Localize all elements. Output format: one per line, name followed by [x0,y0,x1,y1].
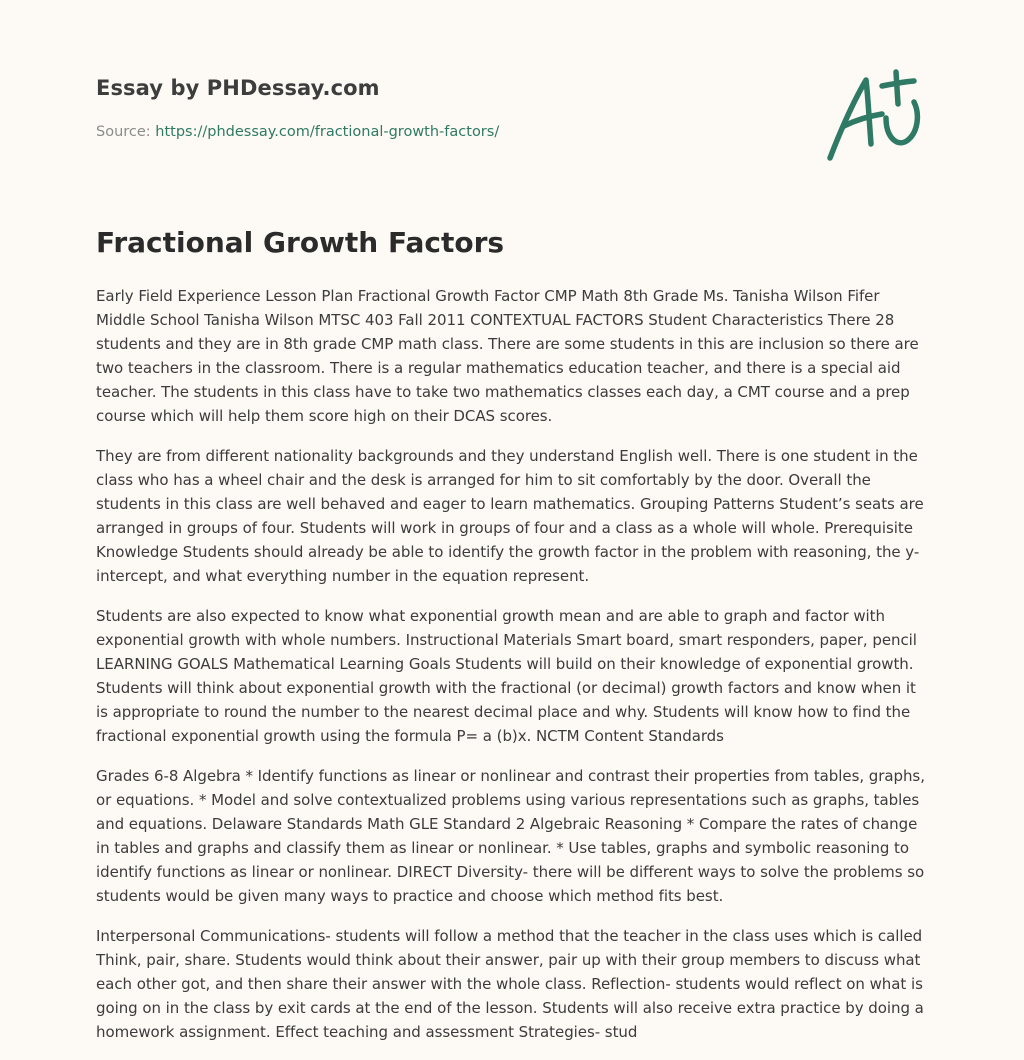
site-title: Essay by PHDessay.com [96,76,380,100]
essay-paragraph: Students are also expected to know what exponential growth mean and are able to graph and factor with exponential growth with whole numbers. Instructional Materials Smart board, smart responders, paper, pencil LEARNING GOALS Mathematical Learning Goals Students will build on their knowledge of exponential growth. Students will think about exponential growth with the fractional (or decimal) growth factors and know when it is appropriate to round the number to the nearest decimal place and why. Students will know how to find the fractional exponential growth using the formula P= a (b)x. NCTM Content Standards [96,607,917,745]
source-link[interactable]: https://phdessay.com/fractional-growth-factors/ [155,124,500,140]
essay-body [96,284,930,1060]
essay-paragraph: Interpersonal Communications- students will follow a method that the teacher in the class uses which is called Think, pair, share. Students would think about their answer, pair up with their group members to discuss what each other got, and then share their answer with the whole class. Reflection- students would reflect on what is going on in the class by exit cards at the end of the lesson. Students will also receive extra practice by doing a homework assignment. Effect teaching and assessment Strategies- stud [96,927,924,1041]
source-label: Source: [96,124,156,140]
essay-title: Fractional Growth Factors [96,226,505,259]
essay-paragraph: They are from different nationality backgrounds and they understand English well. There is one student in the class who has a wheel chair and the desk is arranged for him to sit comfortably by the door. Overall the students in this class are well behaved and eager to learn mathematics. Grouping Patterns Student’s seats are arranged in groups of four. Students will work in groups of four and a class as a whole will whole. Prerequisite Knowledge Students should already be able to identify the growth factor in the problem with reasoning, the y- intercept, and what everything number in the equation represent. [96,447,924,585]
essay-paragraph: Early Field Experience Lesson Plan Fractional Growth Factor CMP Math 8th Grade Ms. Tanisha Wilson Fifer Middle School Tanisha Wilson MTSC 403 Fall 2011 CONTEXTUAL FACTORS Student Characteristics There 28 students and they are in 8th grade CMP math class. There are some students in this are inclusion so there are two teachers in the classroom. There is a regular mathematics education teacher, and there is a special aid teacher. The students in this class have to take two mathematics classes each day, a CMT course and a prep course which will help them score high on their DCAS scores. [96,287,919,425]
source-line [96,124,499,140]
a-plus-logo-icon [822,68,926,164]
essay-paragraph: Grades 6-8 Algebra * Identify functions as linear or nonlinear and contrast their properties from tables, graphs, or equations. * Model and solve contextualized problems using various representations such as graphs, tables and equations. Delaware Standards Math GLE Standard 2 Algebraic Reasoning * Compare the rates of change in tables and graphs and classify them as linear or nonlinear. * Use tables, graphs and symbolic reasoning to identify functions as linear or nonlinear. DIRECT Diversity- there will be different ways to solve the problems so students would be given many ways to practice and choose which method fits best. [96,767,925,905]
